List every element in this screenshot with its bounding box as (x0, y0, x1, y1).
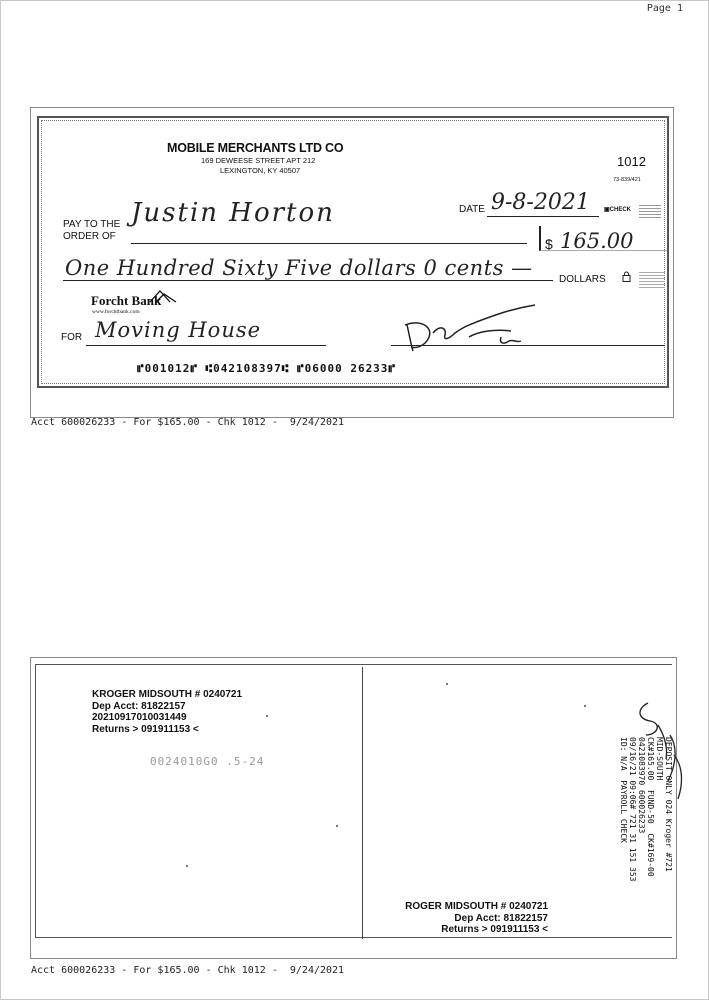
check-back-border (35, 664, 672, 938)
security-label: ▣CHECK (604, 207, 632, 213)
rotated-deposit-stamp: DEPOSIT ONLY 024 Kroger #721 MID-SOUTH CK#165.00 FUND-50 CK#169-00 0421083970 600026233 09/16/21 09:06# 721 31 151 353 ID: N/A PAYROLL CHECK (619, 737, 673, 882)
security-features-note (639, 270, 665, 288)
payer-city: LEXINGTON, KY 40507 (220, 166, 301, 175)
dollars-label: DOLLARS (559, 274, 606, 285)
payee-name: Justin Horton (131, 198, 335, 228)
back-divider (362, 667, 363, 939)
bank-website: www.forchtbank.com (92, 309, 140, 315)
micr-line: ⑈001012⑈ ⑆042108397⑆ ⑈06000 26233⑈ (137, 362, 397, 375)
padlock-icon: ▣ (604, 207, 610, 213)
amount-in-words: One Hundred Sixty Five dollars 0 cents — (65, 256, 533, 280)
signature-line (391, 345, 665, 346)
routing-fraction: 73-839/421 (613, 177, 641, 183)
payer-name: MOBILE MERCHANTS LTD CO (167, 141, 344, 155)
account-caption-front: Acct 600026233 - For $165.00 - Chk 1012 - 9/24/2021 (31, 417, 345, 428)
amount-words-line (63, 280, 553, 281)
deposit-stamp-top: KROGER MIDSOUTH # 0240721 Dep Acct: 81822157 20210917010031449 Returns > 091911153 < (92, 689, 243, 735)
date-label: DATE (459, 204, 485, 215)
pay-to-label: PAY TO THE ORDER OF (63, 219, 121, 242)
account-caption-back: Acct 600026233 - For $165.00 - Chk 1012 - 9/24/2021 (31, 965, 345, 976)
memo-label: FOR (61, 332, 83, 343)
deposit-stamp-bottom: ROGER MIDSOUTH # 0240721 Dep Acct: 81822157 Returns > 091911153 < (405, 901, 548, 935)
bank-name: Forcht Bank (91, 293, 162, 308)
check-border (37, 116, 669, 388)
lock-icon (622, 271, 631, 282)
page-number: Page 1 (646, 3, 683, 14)
amount-numeric: 165.00 (560, 229, 634, 253)
dollar-sign: $ (545, 236, 553, 252)
security-fine-print (639, 204, 661, 218)
bank-logo-icon (148, 288, 178, 304)
date-value: 9-8-2021 (491, 190, 590, 215)
payer-address: 169 DEWEESE STREET APT 212 (201, 156, 316, 165)
check-back-image (30, 657, 677, 959)
memo-text: Moving House (95, 318, 262, 342)
payee-line (131, 243, 527, 244)
endorsement-signature (628, 695, 688, 805)
check-front-image (30, 107, 674, 418)
faint-imprint: 0024010G0 .5-24 (150, 755, 265, 768)
memo-line (86, 345, 326, 346)
date-line (487, 216, 599, 217)
check-number: 1012 (617, 154, 646, 169)
